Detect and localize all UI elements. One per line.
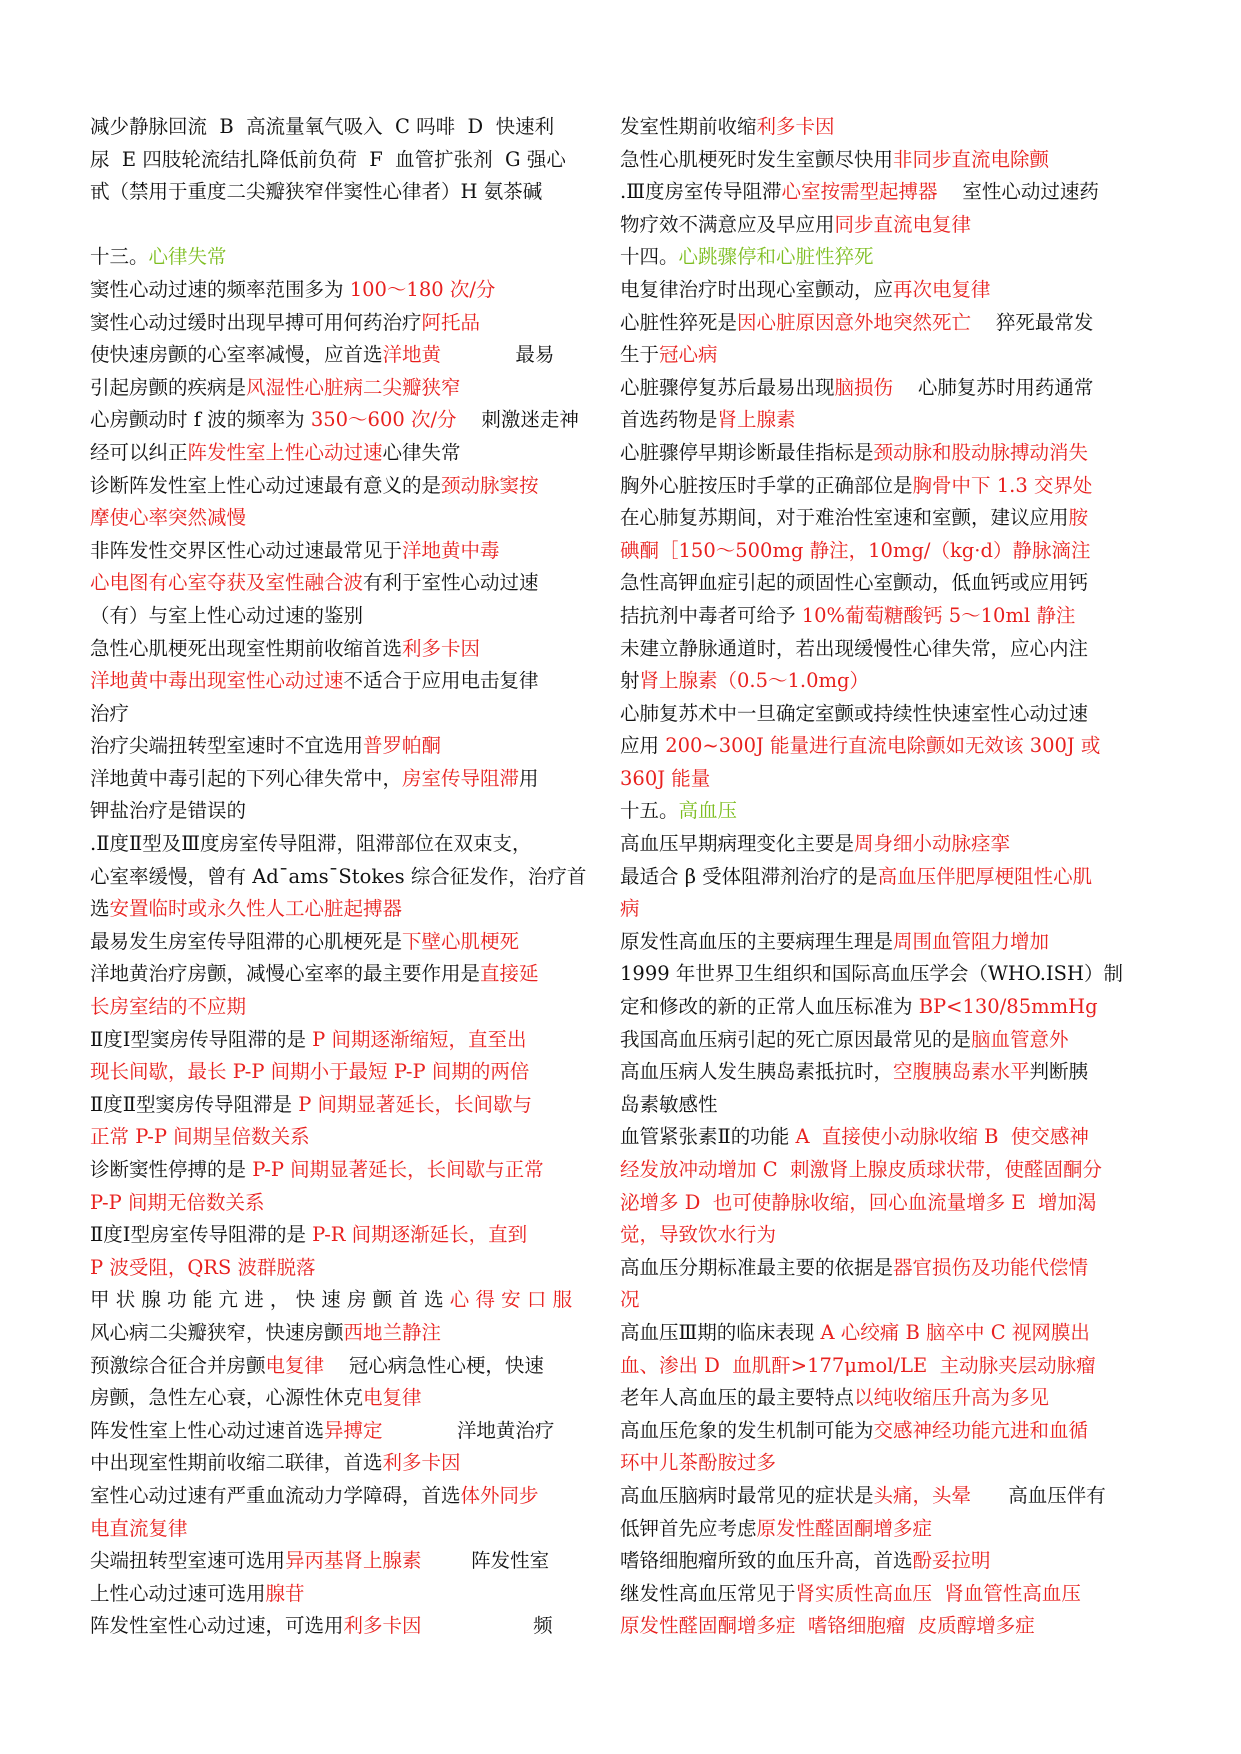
left-column-line — [90, 111, 610, 144]
question-text: 心脏性猝死是 — [620, 310, 738, 334]
right-column-line — [620, 274, 1140, 307]
question-text: 甙（禁用于重度二尖瓣狭窄伴窦性心律者）H 氨茶碱 — [90, 180, 543, 204]
right-column-line — [620, 991, 1140, 1024]
answer-text: A 直接使小动脉收缩 B 使交感神 — [795, 1125, 1089, 1149]
answer-text: 洋地黄中毒出现室性心动过速 — [90, 669, 344, 693]
question-text: 有利于室性心动过速 — [363, 571, 539, 595]
left-column-line — [90, 1447, 610, 1480]
question-text: 治疗 — [90, 701, 130, 725]
right-column-line — [620, 1578, 1140, 1611]
left-column-line — [90, 1578, 610, 1611]
answer-text: 病 — [620, 897, 640, 921]
right-column-line — [620, 437, 1140, 470]
question-text: 高血压病人发生胰岛素抵抗时， — [620, 1060, 894, 1084]
question-text: 血管紧张素Ⅱ的功能 — [620, 1125, 796, 1149]
right-column-line — [620, 111, 1140, 144]
left-column-line — [90, 1545, 610, 1578]
answer-text: 西地兰静注 — [343, 1320, 442, 1344]
right-column-line — [620, 600, 1140, 633]
answer-text: 100～180 次/分 — [349, 277, 496, 301]
right-column-line — [620, 1317, 1140, 1350]
question-text: 治疗尖端扭转型室速时不宜选用 — [90, 734, 364, 758]
question-text: Ⅱ度Ⅰ型房室传导阻滞的是 — [90, 1223, 313, 1247]
answer-text: 脑损伤 — [834, 375, 894, 399]
answer-text: 心室按需型起搏器 — [781, 180, 938, 204]
left-column-line — [90, 372, 610, 405]
question-text: 风心病二尖瓣狭窄，快速房颤 — [90, 1320, 344, 1344]
answer-text: 普罗帕酮 — [363, 734, 442, 758]
right-column-line — [620, 1382, 1140, 1415]
question-text: 钾盐治疗是错误的 — [90, 799, 247, 823]
answer-text: 头痛，头晕 — [873, 1483, 972, 1507]
question-text: 心房颤动时 f 波的频率为 — [90, 408, 311, 432]
right-column-line — [620, 665, 1140, 698]
question-text: 岛素敏感性 — [620, 1092, 718, 1116]
answer-text: 阿托品 — [421, 310, 481, 334]
left-column-line — [90, 763, 610, 796]
answer-text: 同步直流电复律 — [834, 212, 972, 236]
question-text: 胸外心脏按压时手掌的正确部位是 — [620, 473, 913, 497]
left-column-line — [90, 730, 610, 763]
answer-text: 觉，导致饮水行为 — [620, 1223, 777, 1247]
answer-text: 现长间歇，最长 P-P 间期小于最短 P-P 间期的两倍 — [90, 1060, 530, 1084]
left-column-line — [90, 795, 610, 828]
left-column-line — [90, 1154, 610, 1187]
answer-text: 利多卡因 — [343, 1614, 422, 1638]
question-text: 低钾首先应考虑 — [620, 1516, 757, 1540]
question-text: 发室性期前收缩 — [620, 115, 757, 138]
answer-text: 腺苷 — [265, 1581, 305, 1605]
answer-text: 房室传导阻滞 — [402, 766, 520, 790]
right-column-line — [620, 1480, 1140, 1513]
answer-text: 风湿性心脏病二尖瓣狭窄 — [246, 375, 461, 399]
right-column-line — [620, 1252, 1140, 1285]
question-text: 用 — [519, 766, 539, 790]
left-column-line — [90, 861, 610, 894]
left-column-line — [90, 991, 610, 1024]
answer-text: 泌增多 D 也可使静脉收缩，回心血流量增多 E 增加渴 — [620, 1190, 1097, 1214]
question-text: 最易发生房室传导阻滞的心肌梗死是 — [90, 929, 403, 953]
answer-text: 安置临时或永久性人工心脏起搏器 — [109, 897, 403, 921]
question-text: 高血压Ⅲ期的临床表现 — [620, 1320, 821, 1344]
answer-text: 正常 P-P 间期呈倍数关系 — [90, 1125, 310, 1149]
question-text: 最易 — [441, 343, 555, 367]
answer-text: 脑血管意外 — [971, 1027, 1069, 1051]
left-column-line — [90, 1513, 610, 1546]
question-text: 判断胰 — [1029, 1060, 1089, 1084]
question-text: 室性心动过速药 — [937, 180, 1099, 204]
right-column-line — [620, 176, 1140, 209]
question-text: 诊断阵发性室上性心动过速最有意义的是 — [90, 473, 442, 497]
answer-text: 酚妥拉明 — [912, 1549, 991, 1573]
question-text: 未建立静脉通道时，若出现缓慢性心律失常，应心内注 — [620, 636, 1089, 660]
question-text: .Ⅱ度Ⅱ型及Ⅲ度房室传导阻滞，阻滞部位在双束支， — [90, 832, 532, 856]
right-column-line — [620, 144, 1140, 177]
right-column-line — [620, 1610, 1140, 1643]
left-column-line — [90, 1415, 610, 1448]
question-text: 老年人高血压的最主要特点 — [620, 1386, 855, 1410]
right-column-line — [620, 926, 1140, 959]
answer-text: 利多卡因 — [402, 636, 481, 660]
question-text: 高血压脑病时最常见的症状是 — [620, 1483, 874, 1507]
answer-text: 以纯收缩压升高为多见 — [854, 1386, 1050, 1410]
right-column-line — [620, 795, 1140, 828]
left-column-line — [90, 1480, 610, 1513]
right-column-line — [620, 1089, 1140, 1122]
left-column-line — [90, 437, 610, 470]
question-text: 拮抗剂中毒者可给予 — [620, 603, 802, 627]
answer-text: 环中儿茶酚胺过多 — [620, 1451, 777, 1475]
right-column-line — [620, 1284, 1140, 1317]
question-text: 洋地黄中毒引起的下列心律失常中， — [90, 766, 403, 790]
answer-text: 350～600 次/分 — [310, 408, 457, 432]
answer-text: 非同步直流电除颤 — [893, 147, 1050, 171]
question-text: 阵发性室性心动过速，可选用 — [90, 1614, 344, 1638]
right-column-line — [620, 958, 1140, 991]
left-column-line — [90, 1284, 610, 1317]
answer-text: 况 — [620, 1288, 640, 1312]
right-column-line — [620, 470, 1140, 503]
right-column-line — [620, 1447, 1140, 1480]
left-column-line — [90, 1024, 610, 1057]
answer-text: 电复律 — [363, 1386, 422, 1410]
right-column-line — [620, 1545, 1140, 1578]
question-text: 减少静脉回流 B 高流量氧气吸入 C 吗啡 D 快速利 — [90, 115, 555, 138]
right-column-line — [620, 1350, 1140, 1383]
answer-text: 360J 能量 — [620, 766, 711, 790]
left-column-line — [90, 339, 610, 372]
question-text: 在心肺复苏期间，对于难治性室速和室颤，建议应用 — [620, 506, 1069, 530]
left-column-line — [90, 209, 610, 242]
question-text: 预激综合征合并房颤 — [90, 1353, 266, 1377]
question-text: （有）与室上性心动过速的鉴别 — [90, 603, 364, 627]
question-text: 引起房颤的疾病是 — [90, 375, 247, 399]
question-text: 急性高钾血症引起的顽固性心室颤动，低血钙或应用钙 — [620, 571, 1089, 595]
left-column-line — [90, 241, 610, 274]
answer-text: 肾上腺素 — [717, 408, 796, 432]
answer-text: 高血压伴肥厚梗阻性心肌 — [877, 864, 1093, 888]
right-column-line — [620, 1415, 1140, 1448]
left-column-line — [90, 1121, 610, 1154]
right-column-line — [620, 535, 1140, 568]
right-column-line — [620, 861, 1140, 894]
question-text: 物疗效不满意应及早应用 — [620, 212, 835, 236]
answer-text: 经发放冲动增加 C 刺激肾上腺皮质球状带，使醛固酮分 — [620, 1158, 1103, 1181]
section-heading: 心律失常 — [148, 245, 227, 269]
left-column-line — [90, 1252, 610, 1285]
question-text: 射 — [620, 669, 640, 693]
question-text: 窦性心动过速的频率范围多为 — [90, 277, 350, 301]
answer-text: 异搏定 — [324, 1418, 383, 1442]
left-column-line — [90, 1317, 610, 1350]
question-text: 心脏骤停复苏后最易出现 — [620, 375, 835, 399]
answer-text: 体外同步 — [460, 1483, 539, 1507]
answer-text: 电复律 — [265, 1353, 325, 1377]
right-column-line — [620, 209, 1140, 242]
answer-text: P 间期显著延长，长间歇与 — [298, 1092, 533, 1116]
right-column-line — [620, 1219, 1140, 1252]
answer-text: 肾上腺素（0.5～1.0mg） — [639, 669, 870, 693]
question-text: 高血压危象的发生机制可能为 — [620, 1418, 874, 1442]
left-column-line — [90, 1610, 610, 1643]
right-column-line — [620, 339, 1140, 372]
answer-text: 周围血管阻力增加 — [893, 929, 1050, 953]
question-text: 十五。 — [620, 799, 679, 823]
left-column-line — [90, 600, 610, 633]
answer-text: 颈动脉窦按 — [441, 473, 539, 497]
right-text-column — [620, 111, 1140, 1643]
answer-text: 周身细小动脉痉挛 — [854, 832, 1011, 856]
right-column-line — [620, 241, 1140, 274]
answer-text: 心 得 安 口 服 — [449, 1288, 573, 1312]
answer-text: BP<130/85mmHg — [918, 995, 1098, 1019]
answer-text: 颈动脉和股动脉搏动消失 — [873, 440, 1089, 464]
left-text-column — [90, 111, 610, 1643]
answer-text: A 心绞痛 B 脑卒中 C 视网膜出 — [820, 1320, 1090, 1344]
question-text: 1999 年世界卫生组织和国际高血压学会（WHO.ISH）制 — [620, 962, 1123, 986]
left-column-line — [90, 1350, 610, 1383]
right-column-line — [620, 1056, 1140, 1089]
question-text: 选 — [90, 897, 110, 921]
answer-text: 原发性醛固酮增多症 — [756, 1516, 933, 1540]
answer-text: 血、渗出 D 血肌酐>177μmol/LE 主动脉夹层动脉瘤 — [620, 1353, 1096, 1377]
left-column-line — [90, 665, 610, 698]
right-column-line — [620, 404, 1140, 437]
question-text: 冠心病急性心梗，快速 — [324, 1353, 544, 1377]
answer-text: P 间期逐渐缩短，直至出 — [312, 1027, 527, 1051]
question-text: 上性心动过速可选用 — [90, 1581, 266, 1605]
left-column-line — [90, 698, 610, 731]
left-column-line — [90, 926, 610, 959]
answer-text: 空腹胰岛素水平 — [893, 1060, 1030, 1084]
question-text: Ⅱ度Ⅰ型窦房传导阻滞的是 — [90, 1027, 313, 1051]
right-column-line — [620, 567, 1140, 600]
left-column-line — [90, 1056, 610, 1089]
question-text: 室性心动过速有严重血流动力学障碍，首选 — [90, 1483, 461, 1507]
question-text: 急性心肌梗死出现室性期前收缩首选 — [90, 636, 403, 660]
question-text: 中出现室性期前收缩二联律，首选 — [90, 1451, 383, 1475]
left-column-line — [90, 828, 610, 861]
right-column-line — [620, 730, 1140, 763]
left-column-line — [90, 470, 610, 503]
right-column-line — [620, 1154, 1140, 1187]
question-text: 频 — [421, 1614, 553, 1638]
left-column-line — [90, 502, 610, 535]
question-text: 嗜铬细胞瘤所致的血压升高，首选 — [620, 1549, 913, 1573]
question-text: 原发性高血压的主要病理生理是 — [620, 929, 894, 953]
question-text: 房颤，急性左心衰，心源性休克 — [90, 1386, 364, 1410]
right-column-line — [620, 893, 1140, 926]
answer-text: 异丙基肾上腺素 — [285, 1549, 422, 1573]
question-text: 猝死最常发 — [971, 310, 1094, 334]
question-text: 电复律治疗时出现心室颤动，应 — [620, 277, 894, 301]
question-text: 洋地黄治疗房颤，减慢心室率的最主要作用是 — [90, 962, 481, 986]
answer-text: 阵发性室上性心动过速 — [187, 440, 383, 464]
question-text: 阵发性室 — [421, 1549, 550, 1573]
left-column-line — [90, 1219, 610, 1252]
question-text: Ⅱ度Ⅱ型窦房传导阻滞是 — [90, 1092, 299, 1116]
answer-text: 肾实质性高血压 肾血管性高血压 — [795, 1581, 1081, 1605]
right-column-line — [620, 828, 1140, 861]
left-column-line — [90, 176, 610, 209]
answer-text: 碘酮［150～500mg 静注，10mg/（kg·d）静脉滴注 — [620, 538, 1091, 562]
answer-text: 利多卡因 — [756, 115, 835, 138]
answer-text: 洋地黄中毒 — [402, 538, 500, 562]
question-text: 使快速房颤的心室率减慢，应首选 — [90, 343, 383, 367]
answer-text: 因心脏原因意外地突然死亡 — [737, 310, 972, 334]
answer-text: 交感神经功能亢进和血循 — [873, 1418, 1089, 1442]
answer-text: 下壁心肌梗死 — [402, 929, 520, 953]
right-column-line — [620, 1187, 1140, 1220]
question-text: 心肺复苏时用药通常 — [893, 375, 1094, 399]
answer-text: 冠心病 — [659, 343, 718, 367]
answer-text: 摩使心率突然减慢 — [90, 506, 247, 530]
question-text: 诊断窦性停搏的是 — [90, 1158, 253, 1181]
answer-text: 利多卡因 — [382, 1451, 461, 1475]
answer-text: 心电图有心室夺获及室性融合波 — [90, 571, 364, 595]
left-column-line — [90, 567, 610, 600]
question-text: 窦性心动过缓时出现早搏可用何药治疗 — [90, 310, 422, 334]
left-column-line — [90, 404, 610, 437]
question-text: 心肺复苏术中一旦确定室颤或持续性快速室性心动过速 — [620, 701, 1089, 725]
question-text: 最适合 β 受体阻滞剂治疗的是 — [620, 864, 878, 888]
question-text: 尖端扭转型室速可选用 — [90, 1549, 286, 1573]
right-column-line — [620, 1024, 1140, 1057]
left-column-line — [90, 144, 610, 177]
question-text: 生于 — [620, 343, 660, 367]
right-column-line — [620, 307, 1140, 340]
question-text: 急性心肌梗死时发生室颤尽快用 — [620, 147, 894, 171]
answer-text: P-P 间期显著延长，长间歇与正常 — [252, 1158, 544, 1181]
answer-text: 10%葡萄糖酸钙 5～10ml 静注 — [801, 603, 1076, 627]
answer-text: 洋地黄 — [382, 343, 442, 367]
answer-text: P 波受阻，QRS 波群脱落 — [90, 1255, 316, 1279]
left-column-line — [90, 274, 610, 307]
left-column-line — [90, 307, 610, 340]
question-text: 首选药物是 — [620, 408, 718, 432]
answer-text: 胸骨中下 1.3 交界处 — [912, 473, 1093, 497]
question-text: 继发性高血压常见于 — [620, 1581, 796, 1605]
question-text: 尿 E 四肢轮流结扎降低前负荷 F 血管扩张剂 G 强心 — [90, 147, 566, 171]
answer-text: P-R 间期逐渐延长，直到 — [312, 1223, 528, 1247]
question-text: 心脏骤停早期诊断最佳指标是 — [620, 440, 874, 464]
left-column-line — [90, 1089, 610, 1122]
question-text: 十三。 — [90, 245, 149, 269]
right-column-line — [620, 698, 1140, 731]
right-column-line — [620, 502, 1140, 535]
answer-text: 200~300J 能量进行直流电除颤如无效该 300J 或 — [665, 734, 1101, 758]
answer-text: P-P 间期无倍数关系 — [90, 1190, 265, 1214]
answer-text: 再次电复律 — [893, 277, 991, 301]
question-text: 我国高血压病引起的死亡原因最常见的是 — [620, 1027, 972, 1051]
left-column-line — [90, 893, 610, 926]
right-column-line — [620, 372, 1140, 405]
section-heading: 心跳骤停和心脏性猝死 — [678, 245, 874, 269]
question-text: 非阵发性交界区性心动过速最常见于 — [90, 538, 403, 562]
question-text: 应用 — [620, 734, 666, 758]
question-text: 甲 状 腺 功 能 亢 进 ， 快 速 房 颤 首 选 — [90, 1288, 450, 1312]
question-text: 心律失常 — [382, 440, 461, 464]
right-column-line — [620, 1121, 1140, 1154]
question-text: 心室率缓慢，曾有 Ad¯ams¯Stokes 综合征发作，治疗首 — [90, 864, 587, 888]
answer-text: 长房室结的不应期 — [90, 995, 247, 1019]
answer-text: 胺 — [1068, 506, 1089, 530]
question-text: 高血压分期标准最主要的依据是 — [620, 1255, 894, 1279]
question-text: 经可以纠正 — [90, 440, 188, 464]
question-text: 定和修改的新的正常人血压标准为 — [620, 995, 919, 1019]
question-text: 高血压伴有 — [971, 1483, 1106, 1507]
section-heading: 高血压 — [678, 799, 738, 823]
answer-text: 直接延 — [480, 962, 539, 986]
right-column-line — [620, 763, 1140, 796]
left-column-line — [90, 1187, 610, 1220]
left-column-line — [90, 633, 610, 666]
question-text: 刺激迷走神 — [456, 408, 579, 432]
left-column-line — [90, 1382, 610, 1415]
right-column-line — [620, 1513, 1140, 1546]
answer-text: 器官损伤及功能代偿情 — [893, 1255, 1089, 1279]
question-text: 十四。 — [620, 245, 679, 269]
answer-text: 电直流复律 — [90, 1516, 188, 1540]
left-column-line — [90, 535, 610, 568]
answer-text: 原发性醛固酮增多症 嗜铬细胞瘤 皮质醇增多症 — [620, 1614, 1035, 1638]
left-column-line — [90, 958, 610, 991]
question-text: 不适合于应用电击复律 — [343, 669, 539, 693]
question-text: 高血压早期病理变化主要是 — [620, 832, 855, 856]
question-text: 洋地黄治疗 — [382, 1418, 555, 1442]
question-text: .Ⅲ度房室传导阻滞 — [620, 180, 782, 204]
question-text: 阵发性室上性心动过速首选 — [90, 1418, 325, 1442]
right-column-line — [620, 633, 1140, 666]
